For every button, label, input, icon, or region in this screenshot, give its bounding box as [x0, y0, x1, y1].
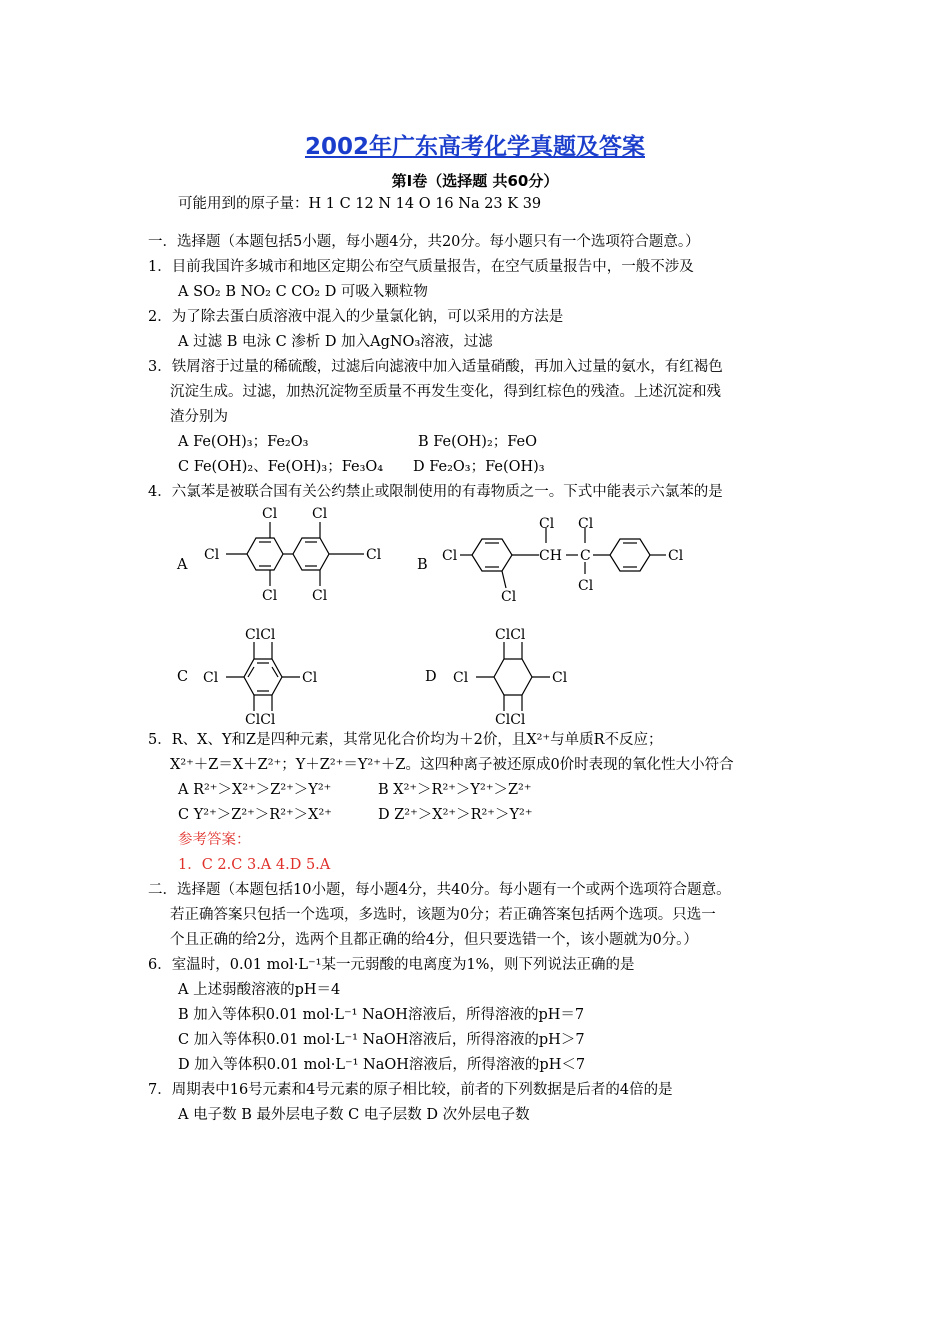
- answer-label: 参考答案：: [178, 832, 251, 848]
- q3-option-d: D Fe₂O₃；Fe(OH)₃: [413, 459, 545, 475]
- cl-label: Cl: [262, 506, 278, 522]
- q4-structure-a: [198, 502, 408, 607]
- q6-option-d: D 加入等体积0.01 mol·L⁻¹ NaOH溶液后，所得溶液的pH＜7: [178, 1057, 586, 1073]
- q6-option-c: C 加入等体积0.01 mol·L⁻¹ NaOH溶液后，所得溶液的pH＞7: [178, 1032, 585, 1048]
- q4-stem: 4．六氯苯是被联合国有关公约禁止或限制使用的有毒物质之一。下式中能表示六氯苯的是: [148, 484, 723, 500]
- cl-label: Cl: [442, 548, 458, 564]
- clcl-label: ClCl: [495, 712, 526, 727]
- q3-stem-line3: 渣分别为: [170, 409, 228, 425]
- q3-stem-line2: 沉淀生成。过滤，加热沉淀物至质量不再发生变化，得到红棕色的残渣。上述沉淀和残: [170, 384, 721, 400]
- c-label: C: [580, 548, 591, 564]
- section-title: 第Ⅰ卷（选择题 共60分）: [391, 172, 559, 190]
- cl-label: Cl: [312, 506, 328, 522]
- q6-stem: 6．室温时，0.01 mol·L⁻¹某一元弱酸的电离度为1%，则下列说法正确的是: [148, 957, 635, 973]
- ch-label: CH: [539, 548, 562, 564]
- cl-label: Cl: [204, 547, 220, 563]
- q6-option-b: B 加入等体积0.01 mol·L⁻¹ NaOH溶液后，所得溶液的pH＝7: [178, 1007, 585, 1023]
- part2-header-line3: 个且正确的给2分，选两个且都正确的给4分，但只要选错一个，该小题就为0分。）: [170, 932, 698, 948]
- clcl-label: ClCl: [245, 627, 276, 643]
- q3-option-a: A Fe(OH)₃；Fe₂O₃: [178, 434, 309, 450]
- part1-header: 一．选择题（本题包括5小题，每小题4分，共20分。每小题只有一个选项符合题意。）: [148, 234, 700, 250]
- atomic-masses: 可能用到的原子量：H 1 C 12 N 14 O 16 Na 23 K 39: [178, 196, 542, 212]
- part2-header-line2: 若正确答案只包括一个选项，多选时，该题为0分；若正确答案包括两个选项。只选一: [170, 907, 716, 923]
- q4-structure-c: [200, 625, 340, 727]
- cl-label: Cl: [539, 516, 555, 532]
- q4-structure-d: [450, 625, 590, 727]
- cl-label: Cl: [668, 548, 684, 564]
- answers: 1．C 2.C 3.A 4.D 5.A: [178, 857, 331, 873]
- q4-option-c-label: C: [177, 669, 189, 685]
- q5-option-a: A R²⁺＞X²⁺＞Z²⁺＞Y²⁺: [178, 782, 332, 798]
- q3-stem-line1: 3．铁屑溶于过量的稀硫酸，过滤后向滤液中加入适量硝酸，再加入过量的氨水，有红褐色: [148, 359, 723, 375]
- q5-option-d: D Z²⁺＞X²⁺＞R²⁺＞Y²⁺: [378, 807, 533, 823]
- q2-options: A 过滤 B 电泳 C 渗析 D 加入AgNO₃溶液，过滤: [178, 334, 493, 350]
- q1-stem: 1．目前我国许多城市和地区定期公布空气质量报告，在空气质量报告中，一般不涉及: [148, 259, 694, 275]
- q4-option-a-label: A: [177, 557, 188, 573]
- q4-structure-b: [440, 510, 700, 610]
- q4-option-d-label: D: [425, 669, 437, 685]
- q3-option-b: B Fe(OH)₂；FeO: [418, 434, 538, 450]
- q5-option-b: B X²⁺＞R²⁺＞Y²⁺＞Z²⁺: [378, 782, 532, 798]
- cl-label: Cl: [501, 589, 517, 605]
- q5-stem-line2: X²⁺＋Z＝X＋Z²⁺；Y＋Z²⁺＝Y²⁺＋Z。这四种离子被还原成0价时表现的氧化性大小符合: [170, 757, 734, 773]
- cl-label: Cl: [262, 588, 278, 604]
- clcl-label: ClCl: [495, 627, 526, 643]
- clcl-label: ClCl: [245, 712, 276, 727]
- q5-option-c: C Y²⁺＞Z²⁺＞R²⁺＞X²⁺: [178, 807, 332, 823]
- cl-label: Cl: [552, 670, 568, 686]
- q7-options: A 电子数 B 最外层电子数 C 电子层数 D 次外层电子数: [178, 1107, 530, 1123]
- page-title[interactable]: 2002年广东高考化学真题及答案: [304, 134, 645, 160]
- cl-label: Cl: [453, 670, 469, 686]
- cl-label: Cl: [203, 670, 219, 686]
- cl-label: Cl: [302, 670, 318, 686]
- cl-label: Cl: [578, 516, 594, 532]
- part2-header-line1: 二．选择题（本题包括10小题，每小题4分，共40分。每小题有一个或两个选项符合题意。: [148, 882, 731, 898]
- cl-label: Cl: [366, 547, 382, 563]
- q7-stem: 7．周期表中16号元素和4号元素的原子相比较，前者的下列数据是后者的4倍的是: [148, 1082, 673, 1098]
- q4-option-b-label: B: [417, 557, 428, 573]
- cl-label: Cl: [312, 588, 328, 604]
- q5-stem-line1: 5．R、X、Y和Z是四种元素，其常见化合价均为＋2价，且X²⁺与单质R不反应；: [148, 732, 663, 748]
- q6-option-a: A 上述弱酸溶液的pH＝4: [178, 982, 341, 998]
- cl-label: Cl: [578, 578, 594, 594]
- q3-option-c: C Fe(OH)₂、Fe(OH)₃；Fe₃O₄: [178, 459, 384, 475]
- q1-options: A SO₂ B NO₂ C CO₂ D 可吸入颗粒物: [178, 284, 428, 300]
- q2-stem: 2．为了除去蛋白质溶液中混入的少量氯化钠，可以采用的方法是: [148, 309, 564, 325]
